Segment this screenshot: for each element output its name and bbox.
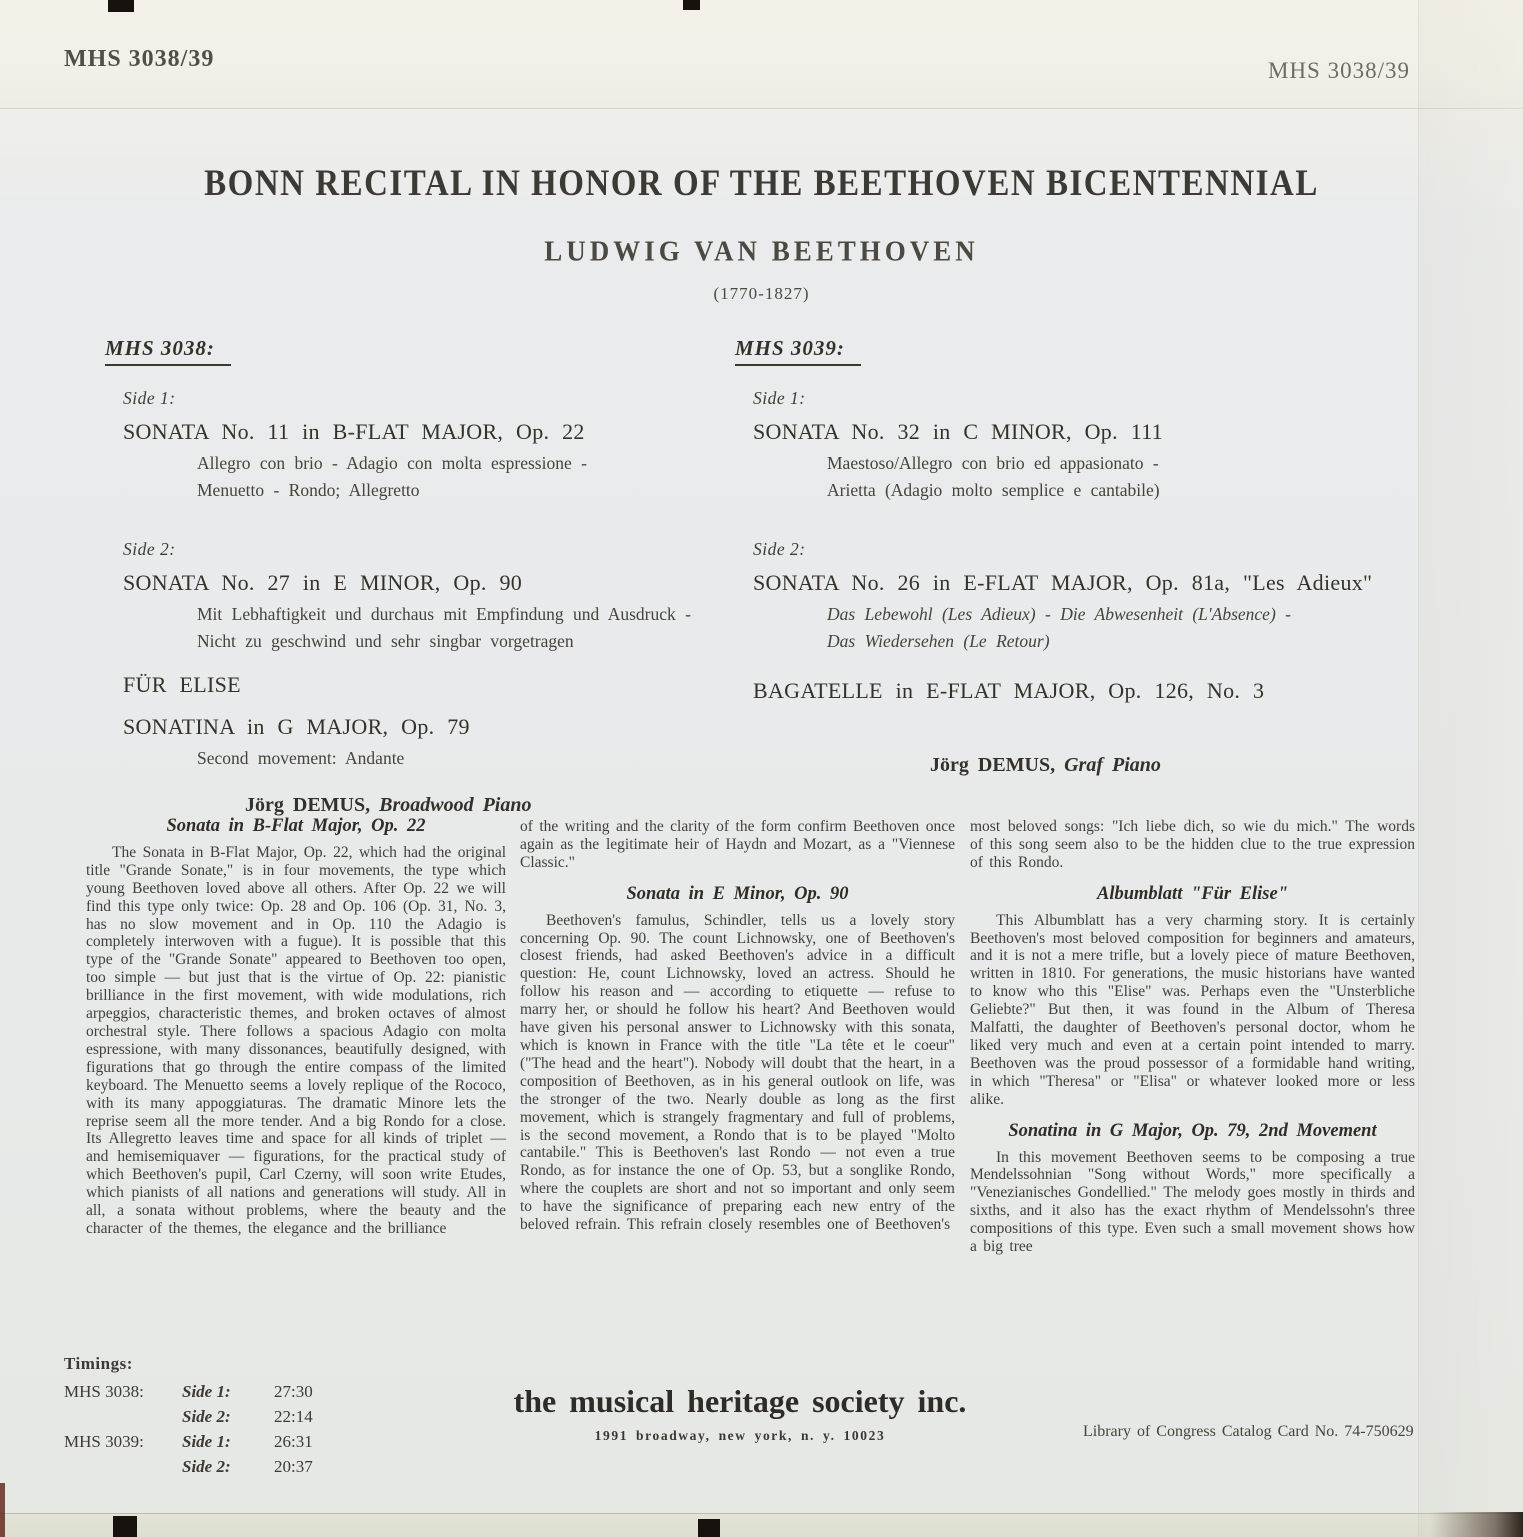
- photo-tab-top-center: [683, 0, 700, 10]
- instrument-name: Broadwood Piano: [379, 793, 532, 816]
- timings-row: [64, 1405, 313, 1430]
- timing-side: Side 2:: [182, 1457, 231, 1476]
- photo-tab-bottom-left: [113, 1516, 137, 1537]
- movement-line: Menuetto - Rondo; Allegretto: [197, 479, 420, 500]
- work-title-sonata-11: SONATA No. 11 in B-FLAT MAJOR, Op. 22: [123, 419, 585, 444]
- photo-tab-bottom-center: [698, 1519, 720, 1537]
- work-title-sonata-27: SONATA No. 27 in E MINOR, Op. 90: [123, 570, 523, 595]
- timing-record: MHS 3038:: [64, 1382, 144, 1401]
- work-title-bagatelle: BAGATELLE in E-FLAT MAJOR, Op. 126, No. 3: [753, 678, 1265, 703]
- notes-paragraph-sonatina: In this movement Beethoven seems to be composing a true Mendelssohnian "Song without Words," more specifically a "Venezianisches Gondellied." The melody goes mostly in thirds and sixths, and it also has the exact rhythm of Mendelssohn's three compositions of this type. Even such a small movement shows how a big tree: [970, 1148, 1415, 1256]
- movement-line: Second movement: Andante: [197, 748, 405, 768]
- timing-side: Side 1:: [182, 1432, 231, 1451]
- album-title: BONN RECITAL IN HONOR OF THE BEETHOVEN BICENTENNIAL: [204, 163, 1319, 205]
- composer-name: LUDWIG VAN BEETHOVEN: [544, 235, 979, 267]
- notes-paragraph-op90: Beethoven's famulus, Schindler, tells us a lovely story concerning Op. 90. The count Lichnowsky, one of Beethoven's closest friends, had asked Beethoven's advice in a difficult question: He, count Lichnowsky, loved an actress. Should he follow his reason and — according to etiquette — refuse to marry her, or should he follow his heart? And Beethoven would have given his personal answer to Lichnowsky with this sonata, which is known in France with the title "La tête et le coeur" ("The head and the heart"). Nobody will doubt that the heart, in a composition of Beethoven, as in his general outlook on life, was the stronger of the two. Nearly double as long as the first movement, which is strangely fragmentary and full of problems, is the second movement, a Rondo that is to be played "Molto cantabile." This is Beethoven's last Rondo — not even a true Rondo, as for instance the one of Op. 53, but a songlike Rondo, where the couplets are short and not so important and only seem to have the significance of preparing each new entry of the beloved refrain. This refrain closely resembles one of Beethoven's: [520, 911, 955, 1234]
- timing-record: MHS 3039:: [64, 1432, 144, 1451]
- side-1-label: Side 1:: [753, 388, 806, 408]
- publisher-logotype: the musical heritage society inc.: [513, 1383, 967, 1419]
- timing-value: 22:14: [274, 1407, 313, 1426]
- notes-continuation-op90: most beloved songs: "Ich liebe dich, so wie du mich." The words of this song seem also to be the hidden clue to the true expression of this Rondo.: [970, 818, 1415, 871]
- notes-column-2: [520, 818, 955, 1234]
- timings-row: [64, 1430, 313, 1455]
- movement-line: Nicht zu geschwind und sehr singbar vorgetragen: [197, 630, 574, 651]
- timing-side: Side 2:: [182, 1407, 231, 1426]
- paper-top-band: [0, 0, 1523, 109]
- record-label-mhs-3038: MHS 3038:: [105, 336, 231, 366]
- performer-name: Jörg DEMUS,: [930, 754, 1065, 776]
- notes-continuation-op22: of the writing and the clarity of the form confirm Beethoven once again as the legitimate heir of Haydn and Mozart, as a "Viennese Classic.": [520, 818, 955, 871]
- catalog-number-top-left: MHS 3038/39: [64, 46, 215, 72]
- work-title-sonata-26: SONATA No. 26 in E-FLAT MAJOR, Op. 81a, "Les Adieux": [753, 570, 1373, 595]
- publisher-address: 1991 broadway, new york, n. y. 10023: [594, 1428, 886, 1443]
- timings-row: [64, 1455, 313, 1480]
- record-label-mhs-3039: MHS 3039:: [735, 336, 861, 366]
- paper-bottom-fold: [0, 1513, 1523, 1537]
- notes-paragraph-op22: The Sonata in B-Flat Major, Op. 22, which had the original title "Grande Sonate," is in four movements, the type which young Beethoven loved above all others. After Op. 22 we will find this type only twice: Op. 28 and Op. 106 (Op. 31, No. 3, has no slow movement and in Op. 110 the Adagio is completely interwoven with a fugue). It is possible that this type of the "Grande Sonate" appeared to Beethoven too open, too simple — but just that is the virtue of Op. 22: pianistic brilliance in the first movement, with wide modulations, rich arpeggios, characteristic themes, and broken octaves of almost orchestral style. There follows a spacious Adagio con molta espressione, with many dissonances, beautifully designed, with figurations that go through the entire compass of the limited keyboard. The Menuetto seems a lovely replique of the Rococo, with its many appoggiaturas. The dramatic Minore lets the reprise seem all the more tender. And a big Rondo for a close. Its Allegretto leaves time and space for all kinds of triplet — and hemisemiquaver — figurations, for the practical study of which Beethoven's pupil, Carl Czerny, will soon write Etudes, which pianists of all nations and generations will study. All in all, a sonata without problems, where the beauty and the character of the themes, the elegance and the brilliance: [86, 843, 506, 1237]
- movement-line: Allegro con brio - Adagio con molta espressione -: [197, 453, 587, 473]
- performer-line-right: [930, 754, 1455, 777]
- timing-value: 26:31: [274, 1432, 313, 1451]
- notes-heading-fur-elise: Albumblatt "Für Elise": [1097, 883, 1288, 904]
- timings-label: Timings:: [64, 1354, 133, 1373]
- movement-line: Maestoso/Allegro con brio ed appasionato -: [827, 453, 1159, 473]
- composer-dates: (1770-1827): [713, 284, 810, 303]
- library-of-congress-number: Library of Congress Catalog Card No. 74-750629: [1083, 1423, 1414, 1440]
- timing-record: [64, 1455, 182, 1480]
- tracklist-mhs-3039: [735, 336, 1455, 777]
- photo-edge-bottom-left: [0, 1483, 5, 1537]
- timing-value: 27:30: [274, 1382, 313, 1401]
- timings-block: [64, 1354, 313, 1480]
- movement-line: Das Lebewohl (Les Adieux) - Die Abwesenheit (L'Absence) -: [827, 604, 1291, 624]
- timings-table: [64, 1380, 313, 1480]
- notes-heading-op90: Sonata in E Minor, Op. 90: [626, 883, 849, 904]
- instrument-name: Graf Piano: [1064, 754, 1161, 776]
- timing-record: [64, 1405, 182, 1430]
- notes-heading-sonatina: Sonatina in G Major, Op. 79, 2nd Movement: [1008, 1120, 1377, 1141]
- notes-paragraph-fur-elise: This Albumblatt has a very charming story. It is certainly Beethoven's most beloved composition for beginners and amateurs, and it is not a mere trifle, but a lovely piece of mature Beethoven, written in 1810. For generations, the music historians have wanted to know who this "Elise" was. Perhaps even the "Unsterbliche Geliebte?" But then, it was found in the Album of Theresa Malfatti, the daughter of Beethoven's personal doctor, whom he liked very much and even at a certain point intended to marry. Beethoven was the proud possessor of a formidable hand writing, in which "Theresa" or "Elisa" or whatever looked more or less alike.: [970, 911, 1415, 1108]
- movement-line: Arietta (Adagio molto semplice e cantabile): [827, 479, 1160, 500]
- work-title-sonatina: SONATINA in G MAJOR, Op. 79: [123, 714, 470, 739]
- photo-tab-top-left: [108, 0, 134, 12]
- movement-line: Das Wiedersehen (Le Retour): [827, 630, 1050, 651]
- notes-column-1: [86, 818, 506, 1238]
- performer-name: Jörg DEMUS,: [245, 793, 380, 816]
- movement-line: Mit Lebhaftigkeit und durchaus mit Empfindung und Ausdruck -: [197, 604, 691, 624]
- side-1-label: Side 1:: [123, 388, 176, 408]
- tracklist-mhs-3038: [105, 336, 765, 817]
- timing-value: 20:37: [274, 1457, 313, 1476]
- work-title-fur-elise: FÜR ELISE: [123, 672, 241, 697]
- catalog-number-top-right: MHS 3038/39: [1268, 58, 1410, 83]
- timings-row: [64, 1380, 313, 1405]
- notes-heading-op22: Sonata in B-Flat Major, Op. 22: [166, 816, 426, 836]
- performer-line-left: [245, 794, 765, 817]
- timing-side: Side 1:: [182, 1382, 231, 1401]
- work-title-sonata-32: SONATA No. 32 in C MINOR, Op. 111: [753, 419, 1163, 444]
- side-2-label: Side 2:: [753, 539, 806, 559]
- photo-shadow-bottom-right: [1430, 1512, 1523, 1537]
- notes-column-3: [970, 818, 1415, 1256]
- side-2-label: Side 2:: [123, 539, 176, 559]
